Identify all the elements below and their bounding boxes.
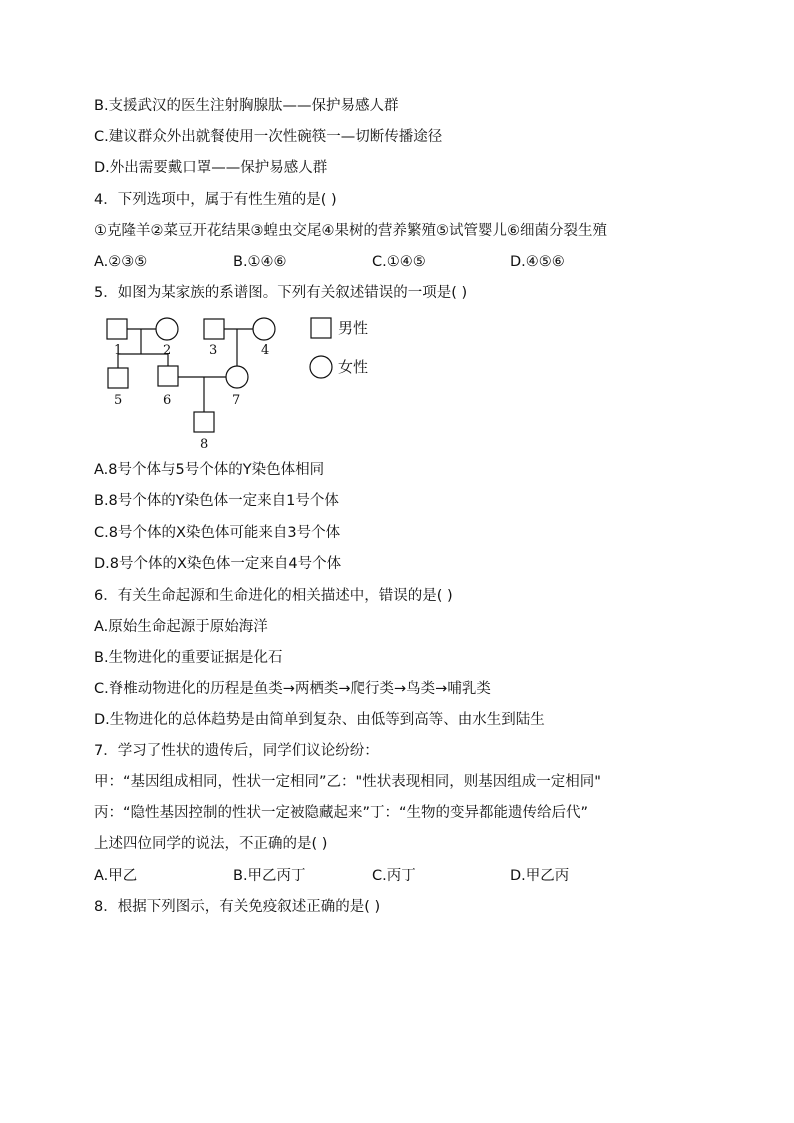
pedigree-female-2 [156, 318, 178, 340]
q5-option-c: C.8号个体的X染色体可能来自3号个体 [94, 525, 341, 541]
q3-option-b: B.支援武汉的医生注射胸腺肽——保护易感人群 [94, 98, 399, 114]
legend-female-icon [310, 356, 332, 378]
pedigree-label-8: 8 [200, 437, 209, 452]
pedigree-male-1 [107, 319, 127, 339]
legend-male-icon [311, 318, 331, 338]
q6-stem: 6．有关生命起源和生命进化的相关描述中，错误的是( ) [94, 588, 453, 604]
pedigree-male-8 [194, 412, 214, 432]
q4-items: ①克隆羊②菜豆开花结果③蝗虫交尾④果树的营养繁殖⑤试管婴儿⑥细菌分裂生殖 [94, 223, 607, 239]
q7-line-1: 甲：“基因组成相同，性状一定相同”乙："性状表现相同，则基因组成一定相同" [94, 774, 601, 790]
q5-stem: 5．如图为某家族的系谱图。下列有关叙述错误的一项是( ) [94, 285, 468, 301]
legend-male-label: 男性 [338, 319, 369, 337]
q5-option-d: D.8号个体的X染色体一定来自4号个体 [94, 556, 342, 572]
pedigree-female-7 [226, 366, 248, 388]
pedigree-male-6 [158, 366, 178, 386]
pedigree-male-5 [108, 368, 128, 388]
pedigree-label-3: 3 [209, 343, 218, 358]
pedigree-female-4 [253, 318, 275, 340]
q4-stem: 4．下列选项中，属于有性生殖的是( ) [94, 192, 337, 208]
q6-option-c: C.脊椎动物进化的历程是鱼类→两栖类→爬行类→鸟类→哺乳类 [94, 681, 491, 697]
pedigree-label-5: 5 [114, 393, 123, 408]
q4-option-d: D.④⑤⑥ [510, 254, 565, 270]
pedigree-label-7: 7 [232, 393, 241, 408]
q6-option-d: D.生物进化的总体趋势是由简单到复杂、由低等到高等、由水生到陆生 [94, 712, 545, 728]
q4-option-a: A.②③⑤ [94, 254, 148, 270]
q7-option-d: D.甲乙丙 [510, 868, 570, 884]
q7-line-2: 丙：“隐性基因控制的性状一定被隐藏起来”丁：“生物的变异都能遗传给后代” [94, 805, 589, 821]
q7-option-c: C.丙丁 [372, 868, 416, 884]
q4-option-b: B.①④⑥ [233, 254, 287, 270]
pedigree-label-2: 2 [163, 343, 172, 358]
q6-option-a: A.原始生命起源于原始海洋 [94, 619, 268, 635]
q3-option-c: C.建议群众外出就餐使用一次性碗筷一—切断传播途径 [94, 129, 443, 145]
q4-option-c: C.①④⑤ [372, 254, 426, 270]
q3-option-d: D.外出需要戴口罩——保护易感人群 [94, 160, 328, 176]
pedigree-label-1: 1 [114, 343, 123, 358]
q7-option-b: B.甲乙丙丁 [233, 868, 306, 884]
q7-option-a: A.甲乙 [94, 868, 138, 884]
pedigree-label-6: 6 [163, 393, 172, 408]
q5-option-a: A.8号个体与5号个体的Y染色体相同 [94, 462, 325, 478]
q7-question: 上述四位同学的说法，不正确的是( ) [94, 836, 328, 852]
legend-female-label: 女性 [338, 358, 369, 376]
pedigree-male-3 [204, 319, 224, 339]
q5-option-b: B.8号个体的Y染色体一定来自1号个体 [94, 493, 339, 509]
q7-stem: 7．学习了性状的遗传后，同学们议论纷纷： [94, 743, 379, 759]
q8-stem: 8．根据下列图示，有关免疫叙述正确的是( ) [94, 899, 381, 915]
q6-option-b: B.生物进化的重要证据是化石 [94, 650, 283, 666]
pedigree-label-4: 4 [261, 343, 270, 358]
